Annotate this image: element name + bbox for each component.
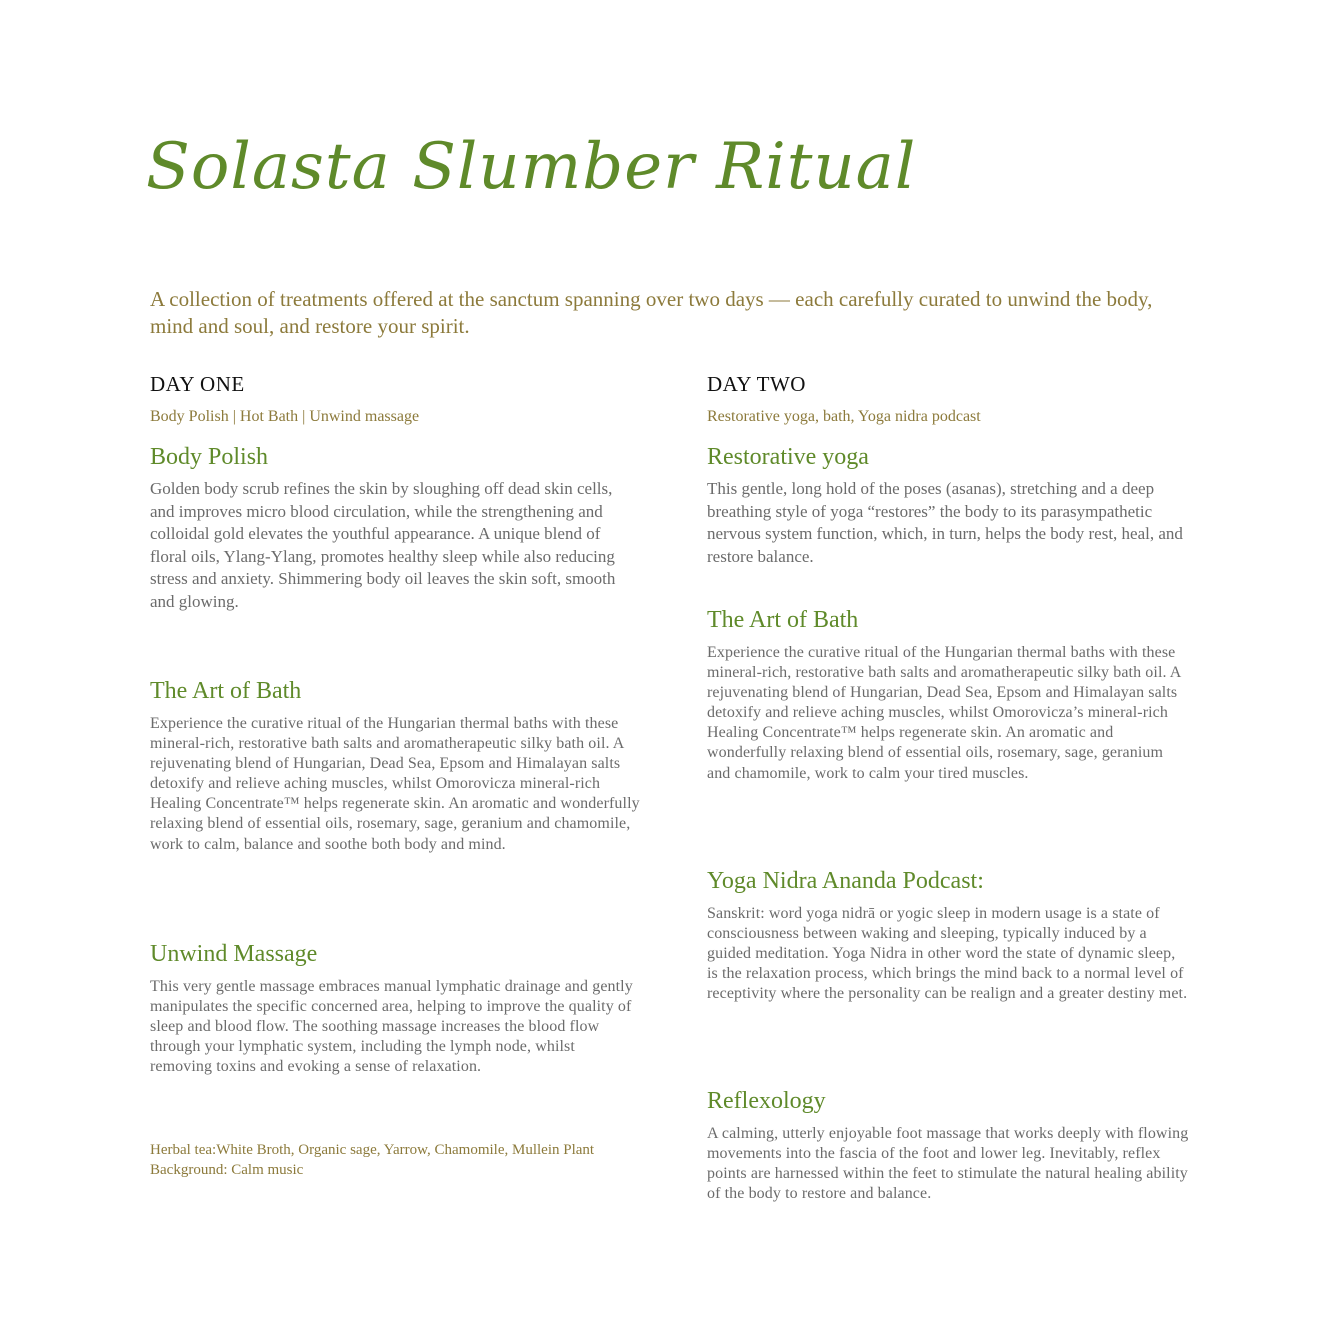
section-heading: Yoga Nidra Ananda Podcast:	[707, 868, 984, 894]
background-music-note: Background: Calm music	[150, 1162, 304, 1178]
day-two-heading: DAY TWO	[707, 372, 806, 396]
section-body: A calming, utterly enjoyable foot massage that works deeply with flowing movements into the fascia of the foot and lower leg. Inevitably, reflex points are harnessed within the feet to stimulate the natural healing ability of the body to restore and balance.	[707, 1125, 1189, 1203]
section-body: This very gentle massage embraces manual lymphatic drainage and gently manipulates the specific concerned area, helping to improve the quality of sleep and blood flow. The soothing massage increases the blood flow through your lymphatic system, including the lymph node, whilst removing toxins and evoking a sense of relaxation.	[150, 978, 633, 1076]
section-body: This gentle, long hold of the poses (asanas), stretching and a deep breathing style of yoga “restores” the body to its parasympathetic nervous system function, which, in turn, helps the body rest, heal, and restore balance.	[707, 479, 1183, 566]
page-title: Solasta Slumber Ritual	[146, 130, 917, 204]
section-heading: The Art of Bath	[707, 607, 859, 633]
section-heading: Body Polish	[150, 444, 269, 470]
day-one-footnotes	[150, 1140, 640, 1180]
section-heading: Unwind Massage	[150, 941, 318, 967]
day-one-heading: DAY ONE	[150, 372, 245, 396]
section-reflexology	[707, 1086, 1189, 1204]
section-heading: Restorative yoga	[707, 444, 869, 470]
day-two-subtitle: Restorative yoga, bath, Yoga nidra podcast	[707, 408, 981, 425]
section-art-of-bath-day-one	[150, 676, 640, 855]
section-unwind-massage	[150, 939, 640, 1077]
intro-paragraph: A collection of treatments offered at the sanctum spanning over two days — each carefully curated to unwind the body, mind and soul, and restore your spirit.	[150, 287, 1153, 338]
section-body-polish	[150, 442, 640, 613]
section-body: Experience the curative ritual of the Hungarian thermal baths with these mineral-rich, restorative bath salts and aromatherapeutic silky bath oil. A rejuvenating blend of Hungarian, Dead Sea, Epsom and Himalayan salts detoxify and relieve aching muscles, whilst Omorovicza mineral-rich Healing Concentrate™ helps regenerate skin. An aromatic and wonderfully relaxing blend of essential oils, rosemary, sage, geranium and chamomile, work to calm, balance and soothe both body and mind.	[150, 715, 640, 853]
section-art-of-bath-day-two	[707, 605, 1189, 784]
section-restorative-yoga	[707, 442, 1189, 568]
day-one-subtitle: Body Polish | Hot Bath | Unwind massage	[150, 408, 420, 425]
section-yoga-nidra-podcast	[707, 866, 1189, 1004]
section-heading: The Art of Bath	[150, 678, 302, 704]
section-heading: Reflexology	[707, 1088, 826, 1114]
herbal-tea-note: Herbal tea:White Broth, Organic sage, Yarrow, Chamomile, Mullein Plant	[150, 1142, 595, 1158]
section-body: Experience the curative ritual of the Hungarian thermal baths with these mineral-rich, restorative bath salts and aromatherapeutic silky bath oil. A rejuvenating blend of Hungarian, Dead Sea, Epsom and Himalayan salts detoxify and relieve aching muscles, whilst Omorovicza’s mineral-rich Healing Concentrate™ helps regenerate skin. An aromatic and wonderfully relaxing blend of essential oils, rosemary, sage, geranium and chamomile, work to calm your tired muscles.	[707, 644, 1181, 782]
section-body: Golden body scrub refines the skin by sloughing off dead skin cells, and improves micro blood circulation, while the strengthening and colloidal gold elevates the youthful appearance. A unique blend of floral oils, Ylang-Ylang, promotes healthy sleep while also reducing stress and anxiety. Shimmering body oil leaves the skin soft, smooth and glowing.	[150, 479, 616, 611]
section-body: Sanskrit: word yoga nidrā or yogic sleep in modern usage is a state of consciousness between waking and sleeping, typically induced by a guided meditation. Yoga Nidra in other word the state of dynamic sleep, is the relaxation process, which brings the mind back to a normal level of receptivity where the personality can be realign and a greater destiny met.	[707, 905, 1188, 1003]
